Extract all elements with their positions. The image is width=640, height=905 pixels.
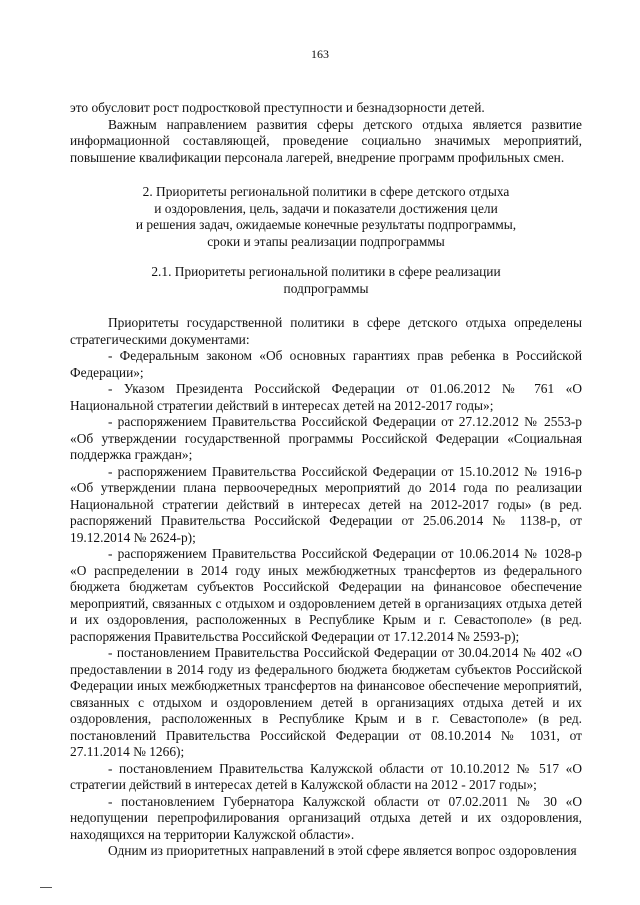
list-item: - распоряжением Правительства Российской Федерации от 27.12.2012 № 2553-р «Об утверждении государственной программы Российской Федерации «Социальная поддержка граждан»; xyxy=(70,414,582,462)
priorities-list xyxy=(70,315,582,860)
page-number: 163 xyxy=(311,47,329,61)
list-item: - постановлением Правительства Российской Федерации от 30.04.2014 № 402 «О предоставлении в 2014 году из федерального бюджета бюджетам субъектов Российской Федерации иных межбюджетных трансфертов на финансовое обеспечение мероприятий, связанных с отдыхом и оздоровлением детей в организациях отдыха детей и их оздоровления, расположенных в Республике Крым и в г. Севастополе» (в ред. постановлений Правительства Российской Федерации от 08.10.2014 № 1031, от 27.11.2014 № 1266); xyxy=(70,645,582,759)
section-heading-line: 2. Приоритеты региональной политики в сфере детского отдыха xyxy=(142,184,510,199)
section-heading-line: и оздоровления, цель, задачи и показатели достижения цели xyxy=(154,200,498,216)
list-item: - распоряжением Правительства Российской Федерации от 10.06.2014 № 1028-р «О распределении в 2014 году иных межбюджетных трансфертов из федерального бюджета бюджетам субъектов Российской Федерации на финансовое обеспечение мероприятий, связанных с отдыхом и оздоровлением детей в организациях отдыха детей и их оздоровления, расположенных в Республике Крым и г. Севастополе» (в ред. распоряжения Правительства Российской Федерации от 17.12.2014 № 2593-р); xyxy=(70,546,582,644)
subsection-heading-line: 2.1. Приоритеты региональной политики в сфере реализации xyxy=(151,264,501,279)
list-item: - Указом Президента Российской Федерации от 01.06.2012 № 761 «О Национальной стратегии действий в интересах детей на 2012-2017 годы»; xyxy=(70,381,582,413)
subsection-heading xyxy=(70,264,582,297)
list-item: - Федеральным законом «Об основных гарантиях прав ребенка в Российской Федерации»; xyxy=(70,348,582,380)
margin-mark xyxy=(40,887,52,888)
paragraph-priorities-intro: Приоритеты государственной политики в сфере детского отдыха определены стратегическими документами: xyxy=(70,315,582,347)
section-heading xyxy=(70,184,582,250)
list-item: - распоряжением Правительства Российской Федерации от 15.10.2012 № 1916-р «Об утверждении плана первоочередных мероприятий до 2014 года по реализации Национальной стратегии действий в интересах детей на 2012-2017 годы» (в ред. распоряжений Правительства Российской Федерации от 25.06.2014 № 1138-р, от 19.12.2014 № 2624-р); xyxy=(70,463,582,545)
paragraph-health-direction: Одним из приоритетных направлений в этой сфере является вопрос оздоровления xyxy=(108,843,577,858)
section-heading-line: сроки и этапы реализации подпрограммы xyxy=(207,233,445,249)
paragraph-development-direction: Важным направлением развития сферы детского отдыха является развитие информационной составляющей, проведение социально значимых мероприятий, повышение квалификации персонала лагерей, внедрение программ профильных смен. xyxy=(70,116,582,165)
page-content xyxy=(70,100,582,860)
list-item: - постановлением Правительства Калужской области от 10.10.2012 № 517 «О стратегии действий в интересах детей в Калужской области на 2012 - 2017 годы»; xyxy=(70,760,582,792)
list-item: - постановлением Губернатора Калужской области от 07.02.2011 № 30 «О недопущении перепрофилирования организаций отдыха детей и их оздоровления, находящихся на территории Калужской области». xyxy=(70,793,582,842)
subsection-heading-line: подпрограммы xyxy=(283,280,369,296)
paragraph-continuation: это обусловит рост подростковой преступности и безнадзорности детей. xyxy=(70,100,485,115)
section-heading-line: и решения задач, ожидаемые конечные результаты подпрограммы, xyxy=(135,217,517,232)
